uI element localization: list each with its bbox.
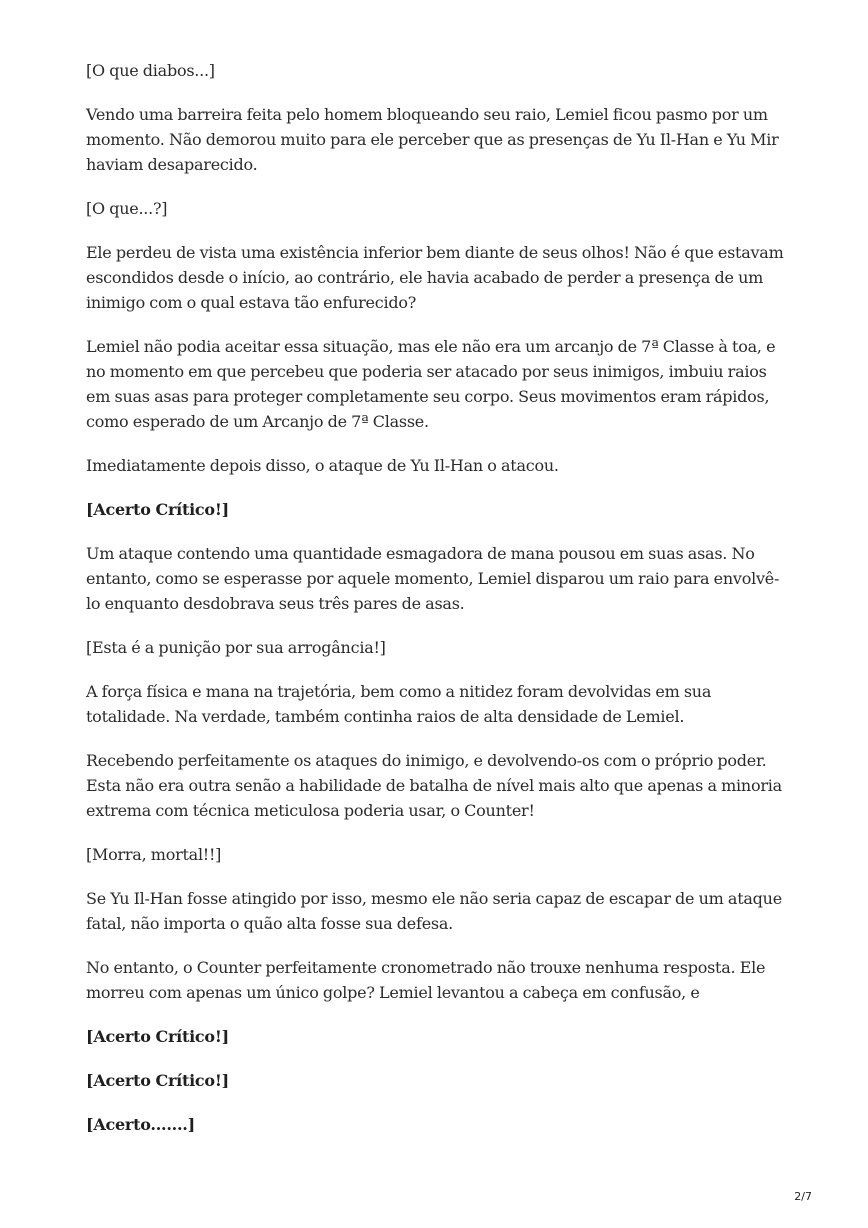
paragraph: [Esta é a punição por sua arrogância!] [86,638,386,657]
paragraph: Um ataque contendo uma quantidade esmagadora de mana pousou em suas asas. No entanto, como se esperasse por aquele momento, Lemiel disparou um raio para envolvê-lo enquanto desdobrava seus três pares de asas. [86,544,780,613]
hit-message: [Acerto.......] [86,1115,195,1134]
paragraph: Recebendo perfeitamente os ataques do inimigo, e devolvendo-os com o próprio poder. Esta não era outra senão a habilidade de batalha de nível mais alto que apenas a minoria extrema com técnica meticulosa poderia usar, o Counter! [86,751,782,820]
paragraph: Lemiel não podia aceitar essa situação, mas ele não era um arcanjo de 7ª Classe à toa, e no momento em que percebeu que poderia ser atacado por seus inimigos, imbuiu raios em suas asas para proteger completamente seu corpo. Seus movimentos eram rápidos, como esperado de um Arcanjo de 7ª Classe. [86,337,776,431]
critical-hit-message: [Acerto Crítico!] [86,500,229,519]
page-number: 2/7 [794,1190,812,1203]
paragraph: Imediatamente depois disso, o ataque de Yu Il-Han o atacou. [86,456,559,475]
paragraph: A força física e mana na trajetória, bem como a nitidez foram devolvidas em sua totalidade. Na verdade, também continha raios de alta densidade de Lemiel. [86,682,712,726]
paragraph: No entanto, o Counter perfeitamente cronometrado não trouxe nenhuma resposta. Ele morreu com apenas um único golpe? Lemiel levantou a cabeça em confusão, e [86,958,766,1002]
paragraph: [O que...?] [86,199,168,218]
critical-hit-message: [Acerto Crítico!] [86,1027,229,1046]
paragraph: [Morra, mortal!!] [86,845,222,864]
critical-hit-message: [Acerto Crítico!] [86,1071,229,1090]
document-page [86,58,786,1156]
paragraph: Ele perdeu de vista uma existência inferior bem diante de seus olhos! Não é que estavam escondidos desde o início, ao contrário, ele havia acabado de perder a presença de um inimigo com o qual estava tão enfurecido? [86,243,784,312]
paragraph: [O que diabos...] [86,61,215,80]
paragraph: Se Yu Il-Han fosse atingido por isso, mesmo ele não seria capaz de escapar de um ataque fatal, não importa o quão alta fosse sua defesa. [86,889,782,933]
paragraph: Vendo uma barreira feita pelo homem bloqueando seu raio, Lemiel ficou pasmo por um momento. Não demorou muito para ele perceber que as presenças de Yu Il-Han e Yu Mir haviam desaparecido. [86,105,779,174]
